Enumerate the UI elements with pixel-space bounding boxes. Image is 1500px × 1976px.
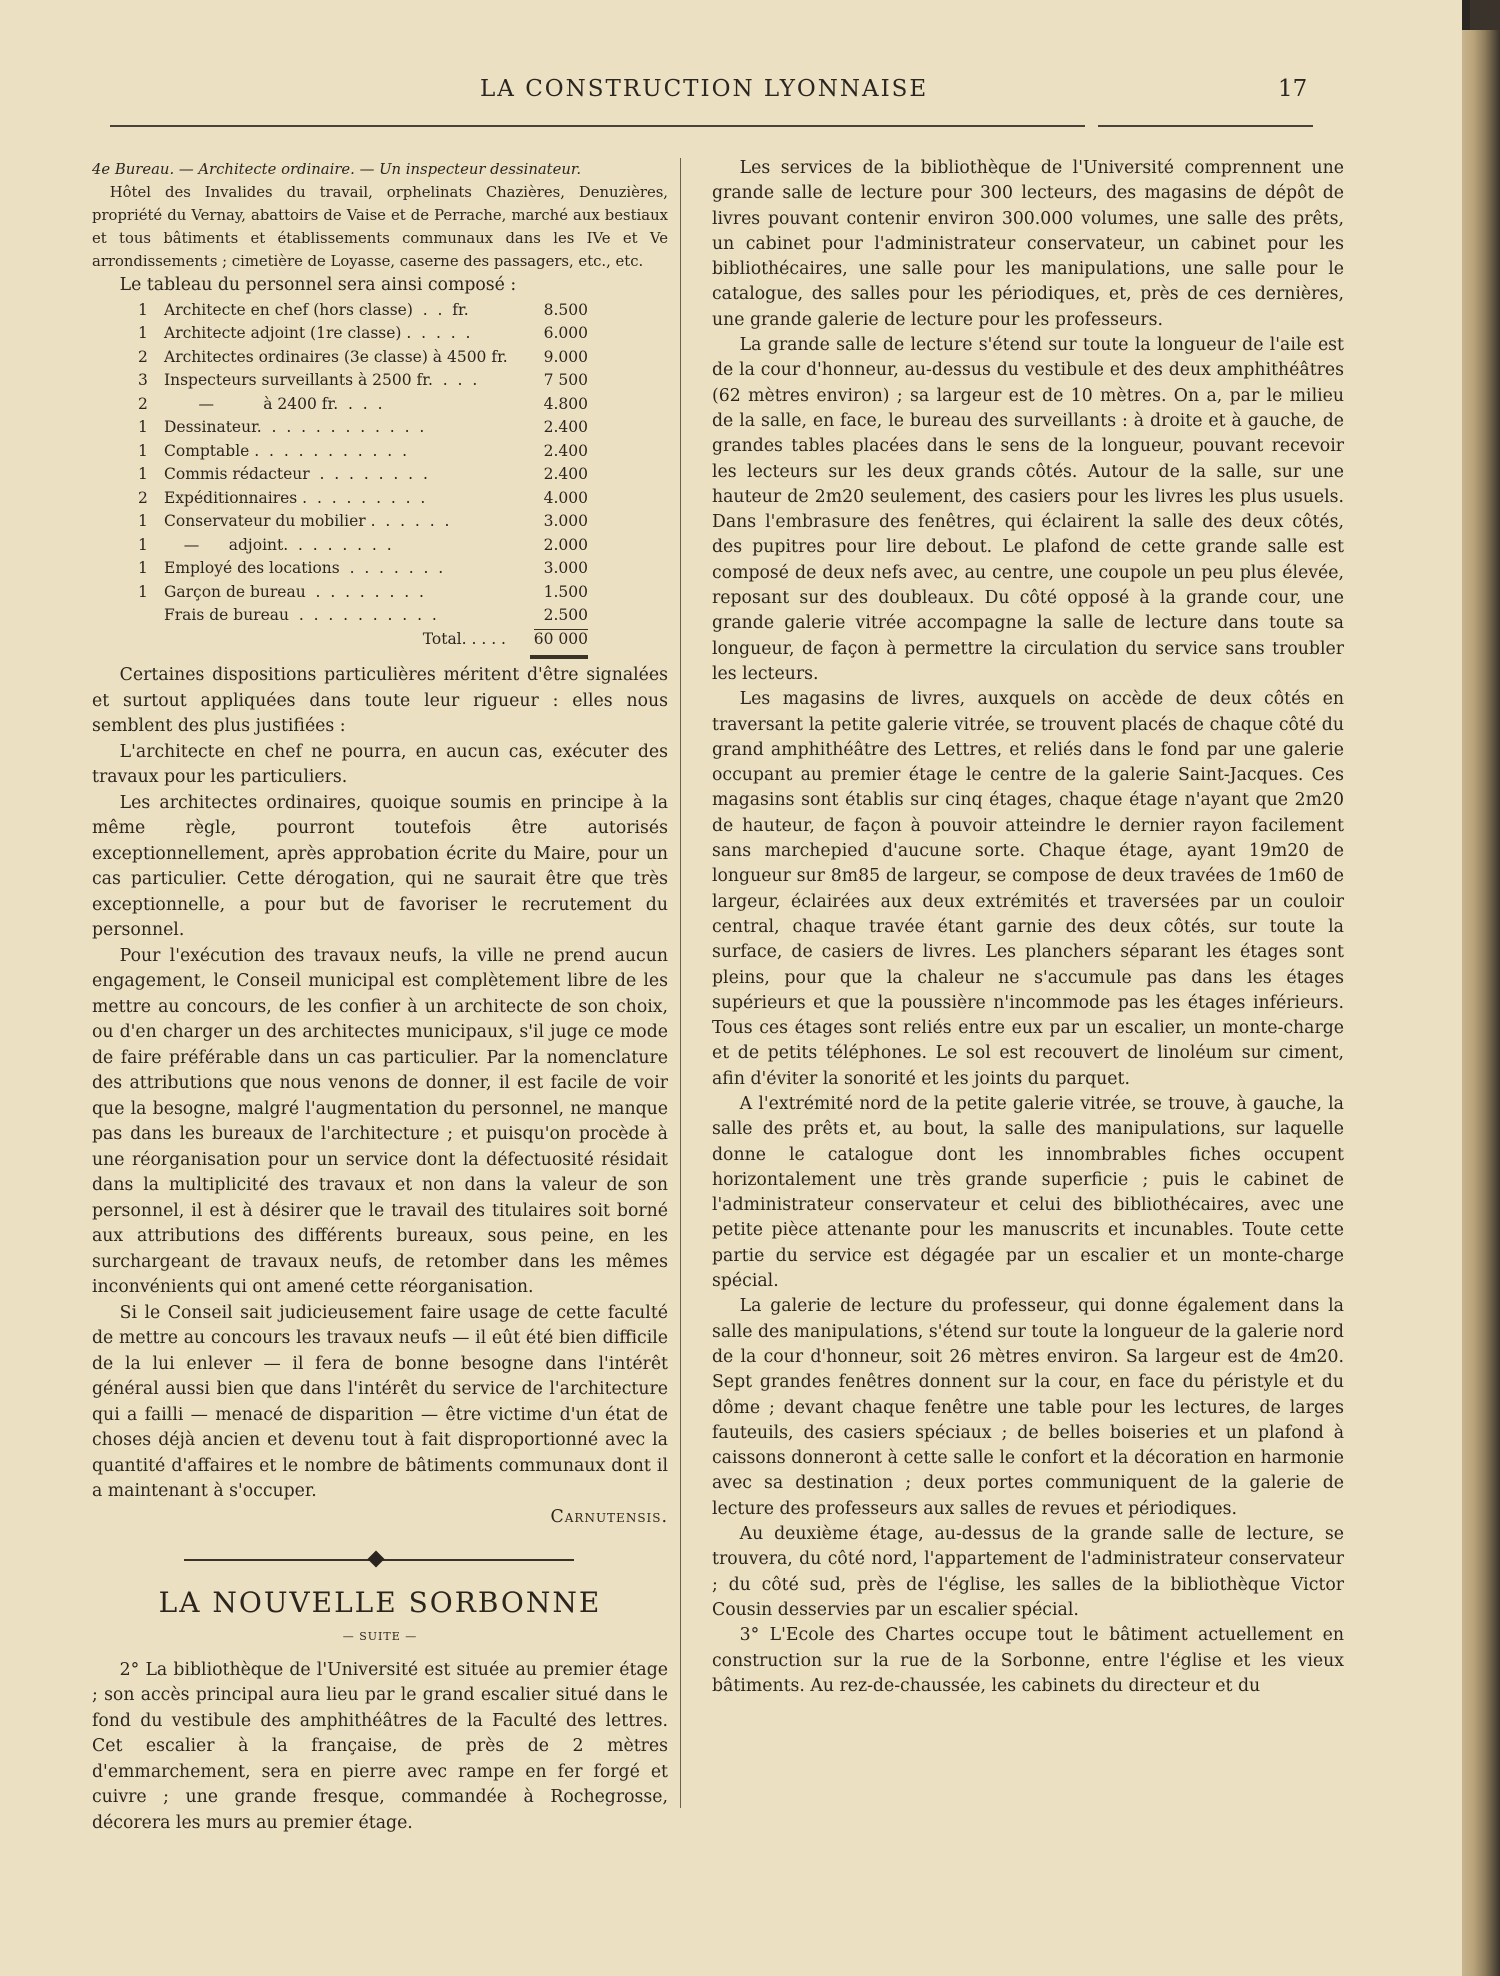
section-ornament <box>92 1548 668 1572</box>
staff-total-amount: 60 000 <box>533 629 588 648</box>
staff-row <box>138 557 588 581</box>
staff-label: Architecte en chef (hors classe) . . fr. <box>164 300 469 319</box>
staff-amount: 9.000 <box>543 347 588 366</box>
right-paragraph-4: A l'extrémité nord de la petite galerie vitrée, se trouve, à gauche, la salle des prêts et, au bout, la salle des manipulations, sur laquelle donne le catalogue dont les innombrables fiches occupent horizontalement une très grande superficie ; puis le cabinet de l'administrateur conservateur et celui des bibliothécaires, avec une petite pièce attenante pour les manuscrits et incunables. Toute cette partie du service est dégagée par un escalier et un monte-charge spécial. <box>712 1093 1344 1292</box>
page-corner-shadow <box>1470 0 1500 30</box>
right-paragraph-5: La galerie de lecture du professeur, qui donne également dans la salle des manipulations, s'étend sur toute la longueur de la galerie nord de la cour d'honneur, soit 26 mètres environ. Sa largeur est de 4m20. Sept grandes fenêtres donnent sur la cour, en face du péristyle et du dôme ; devant chaque fenêtre une table pour les lectures, de larges fauteuils, des casiers spéciaux ; de belles boiseries et un plafond à caissons donneront à cette salle le confort et la décoration en harmonie avec sa destination ; deux portes communiquent de la galerie de lecture des professeurs aux salles de revues et périodiques. <box>712 1296 1344 1519</box>
staff-count: 1 <box>138 512 148 530</box>
header-rule-right <box>1098 125 1313 127</box>
staff-label: Expéditionnaires . . . . . . . . . <box>164 488 426 507</box>
staff-count: 2 <box>138 394 148 413</box>
staff-count: 1 <box>138 441 148 460</box>
staff-label: Comptable . . . . . . . . . . . <box>164 441 407 460</box>
staff-row <box>138 487 588 511</box>
staff-row <box>138 440 588 464</box>
right-paragraph-7: 3° L'Ecole des Chartes occupe tout le bâtiment actuellement en construction sur la rue de la Sorbonne, entre l'église et les vieux bâtiments. Au rez-de-chaussée, les cabinets du directeur et du <box>712 1625 1344 1696</box>
staff-count: 2 <box>138 488 148 507</box>
staff-row <box>138 346 588 370</box>
left-column <box>92 158 668 1836</box>
staff-label: Conservateur du mobilier . . . . . . <box>164 512 450 530</box>
staff-count: 2 <box>138 347 148 366</box>
staff-count: 1 <box>138 535 148 554</box>
staff-amount: 8.500 <box>543 300 588 319</box>
staff-row <box>138 581 588 605</box>
staff-amount: 4.800 <box>543 394 588 413</box>
staff-row <box>138 322 588 346</box>
staff-amount: 3.000 <box>543 512 588 530</box>
left-paragraph-5: Si le Conseil sait judicieusement faire usage de cette faculté de mettre au concours les travaux neufs — il eût été bien difficile de la lui enlever — il fera de bonne besogne dans l'intérêt général aussi bien que dans l'intérêt du service de l'architecture qui a failli — menacé de disparition — être victime d'un état de choses déjà ancien et devenu tout à fait disproportionné avec la quantité d'affaires et le nombre de bâtiments communaux dont il a maintenant à s'occuper. <box>92 1302 668 1501</box>
staff-table <box>138 299 588 660</box>
staff-label: Frais de bureau . . . . . . . . . . <box>164 606 437 624</box>
signature-line <box>92 1505 668 1531</box>
bureau-block <box>92 158 668 273</box>
signature: Carnutensis. <box>550 1506 668 1527</box>
running-header-title: LA CONSTRUCTION LYONNAISE <box>480 76 929 102</box>
staff-amount: 6.000 <box>543 324 588 342</box>
left-paragraph-2: L'architecte en chef ne pourra, en aucun cas, exécuter des travaux pour les particuliers. <box>92 741 668 787</box>
column-divider <box>680 158 681 1808</box>
staff-label: Inspecteurs surveillants à 2500 fr. . . . <box>164 371 478 389</box>
staff-count <box>138 604 164 628</box>
staff-row <box>138 299 588 323</box>
staff-label: Architectes ordinaires (3e classe) à 4500 fr. <box>164 347 508 366</box>
header-rule-left <box>110 125 1085 127</box>
section-suite-label: — SUITE — <box>342 1630 418 1643</box>
staff-count: 1 <box>138 582 148 601</box>
left-paragraph-4: Pour l'exécution des travaux neufs, la ville ne prend aucun engagement, le Conseil municipal est complètement libre de les mettre au concours, de les confier à un architecte de son choix, ou d'en charger un des architectes municipaux, s'il juge ce mode de faire préférable dans un cas particulier. Par la nomenclature des attributions que nous venons de donner, il est facile de voir que la besogne, malgré l'augmentation du personnel, ne manque pas dans les bureaux de l'architecture ; et puisqu'on procède à une réorganisation pour un service dont la défectuosité résidait dans la multiplicité des travaux et non dans la valeur de son personnel, il est à désirer que le travail des titulaires soit borné aux attributions des différents bureaux, sous peine, en les surchargeant de travaux neufs, de retomber dans les mêmes inconvénients qui ont amené cette réorganisation. <box>92 945 668 1297</box>
page-number: 17 <box>1278 76 1308 102</box>
staff-label: Dessinateur. . . . . . . . . . . . <box>164 418 425 436</box>
staff-label: Architecte adjoint (1re classe) . . . . . <box>164 324 471 342</box>
left-paragraph-6: 2° La bibliothèque de l'Université est située au premier étage ; son accès principal aura lieu par le grand escalier situé dans le fond du vestibule des amphithéâtres de la Faculté des lettres. Cet escalier à la française, de près de 2 mètres d'emmarchement, sera en pierre avec rampe en fer forgé et cuivre ; une grande fresque, commandée à Rochegrosse, décorera les murs au premier étage. <box>92 1659 668 1833</box>
staff-intro: Le tableau du personnel sera ainsi composé : <box>119 275 517 295</box>
section-title: LA NOUVELLE SORBONNE <box>158 1586 602 1619</box>
left-paragraph-3: Les architectes ordinaires, quoique soumis en principe à la même règle, pourront toutefois être autorisés exceptionnellement, après approbation écrite du Maire, pour un cas particulier. Cette dérogation, qui ne saurait être que très exceptionnelle, a pour but de favoriser le recrutement du personnel. <box>92 792 668 940</box>
bureau-heading: 4e Bureau. — Architecte ordinaire. — Un inspecteur dessinateur. <box>92 161 582 178</box>
staff-amount: 1.500 <box>543 582 588 601</box>
staff-row <box>138 463 588 487</box>
right-paragraph-6: Au deuxième étage, au-dessus de la grande salle de lecture, se trouvera, du côté nord, l'appartement de l'administrateur conservateur ; du côté sud, près de l'église, les salles de la bibliothèque Victor Cousin desservies par un escalier spécial. <box>712 1524 1344 1620</box>
staff-count: 3 <box>138 371 148 389</box>
page-edge-shadow <box>1462 30 1500 1976</box>
staff-amount: 2.000 <box>543 535 588 554</box>
staff-total-label: Total. . . . . <box>422 629 506 648</box>
staff-amount: 2.400 <box>543 418 588 436</box>
staff-label: — à 2400 fr. . . . <box>164 394 383 413</box>
staff-amount: 2.500 <box>543 606 588 624</box>
staff-count: 1 <box>138 300 148 319</box>
staff-count: 1 <box>138 465 148 483</box>
bureau-body: Hôtel des Invalides du travail, orphelinats Chazières, Denuzières, propriété du Vernay, abattoirs de Vaise et de Perrache, marché aux bestiaux et tous bâtiments et établissements communaux dans les IVe et Ve arrondissements ; cimetière de Loyasse, caserne des passagers, etc., etc. <box>92 184 668 270</box>
staff-row <box>138 416 588 440</box>
ornament-diamond-icon <box>368 1551 385 1568</box>
staff-label: — adjoint. . . . . . . . <box>164 535 392 554</box>
staff-count: 1 <box>138 418 148 436</box>
left-paragraph-1: Certaines dispositions particulières méritent d'être signalées et surtout appliquées dans toute leur rigueur : elles nous semblent des plus justifiées : <box>92 665 668 736</box>
right-paragraph-2: La grande salle de lecture s'étend sur toute la longueur de l'aile est de la cour d'honneur, au-dessus du vestibule et des deux amphithéâtres (62 mètres environ) ; sa largeur est de 10 mètres. On a, par le milieu de la salle, en face, le bureau des surveillants : à droite et à gauche, de grandes tables placées dans le sens de la longueur, pouvant recevoir les lecteurs sur les deux grands côtés. Autour de la salle, sur une hauteur de 2m20 seulement, des casiers pour les livres les plus usuels. Dans l'embrasure des fenêtres, qui éclairent la salle des deux côtés, des pupitres pour lire debout. Le plafond de cette grande salle est composé de deux nefs avec, au centre, une coupole un peu plus élevée, reposant sur des doubleaux. Du côté opposé à la grande cour, une grande galerie vitrée accompagne la salle de lecture dans toute sa longueur, de façon à permettre la circulation du service sans troubler les lecteurs. <box>712 335 1344 684</box>
staff-amount: 7 500 <box>543 371 588 389</box>
staff-row <box>138 510 588 534</box>
staff-label: Garçon de bureau . . . . . . . . <box>164 582 424 601</box>
staff-amount: 3.000 <box>543 559 588 577</box>
staff-amount: 4.000 <box>543 488 588 507</box>
right-paragraph-3: Les magasins de livres, auxquels on accède de deux côtés en traversant la petite galerie vitrée, se trouvent placés de chaque côté du grand amphithéâtre des Lettres, et reliés dans le fond par une galerie occupant au premier étage le centre de la galerie Saint-Jacques. Ces magasins sont établis sur cinq étages, chaque étage n'ayant que 2m20 de hauteur, de façon à pouvoir atteindre le dernier rayon facilement sans marchepied d'aucune sorte. Chaque étage, ayant 19m20 de longueur sur 8m85 de largeur, se compose de deux travées de 1m60 de largeur, éclairées aux deux extrémités et traversées par un couloir central, chaque travée étant garnie des deux côtés, sur toute la surface, de casiers de livres. Les planchers séparant les étages sont pleins, pour que la chaleur ne s'accumule pas dans les étages supérieurs et que la poussière n'incommode pas les étages inférieurs. Tous ces étages sont reliés entre eux par un escalier, un monte-charge et de petits téléphones. Le sol est recouvert de linoléum sur ciment, afin d'éviter la sonorité et les joints du parquet. <box>712 689 1344 1089</box>
staff-count: 1 <box>138 324 148 342</box>
staff-row <box>138 393 588 417</box>
staff-label: Commis rédacteur . . . . . . . . <box>164 465 428 483</box>
right-column <box>712 156 1344 1699</box>
staff-amount: 2.400 <box>543 465 588 483</box>
staff-count: 1 <box>138 559 148 577</box>
staff-amount: 2.400 <box>543 441 588 460</box>
staff-row <box>138 534 588 558</box>
staff-label: Employé des locations . . . . . . . <box>164 559 444 577</box>
total-underline <box>530 655 588 659</box>
staff-row <box>138 369 588 393</box>
staff-total-row <box>138 628 588 660</box>
right-paragraph-1: Les services de la bibliothèque de l'Université comprennent une grande salle de lecture pour 300 lecteurs, des magasins de dépôt de livres pouvant contenir environ 300.000 volumes, une salle des prêts, un cabinet pour l'administrateur conservateur, un cabinet pour les bibliothécaires, une salle pour les manipulations, une salle pour le catalogue, des salles pour les périodiques, et, près de ces dernières, une grande galerie de lecture pour les professeurs. <box>712 158 1344 330</box>
staff-row <box>138 604 588 628</box>
